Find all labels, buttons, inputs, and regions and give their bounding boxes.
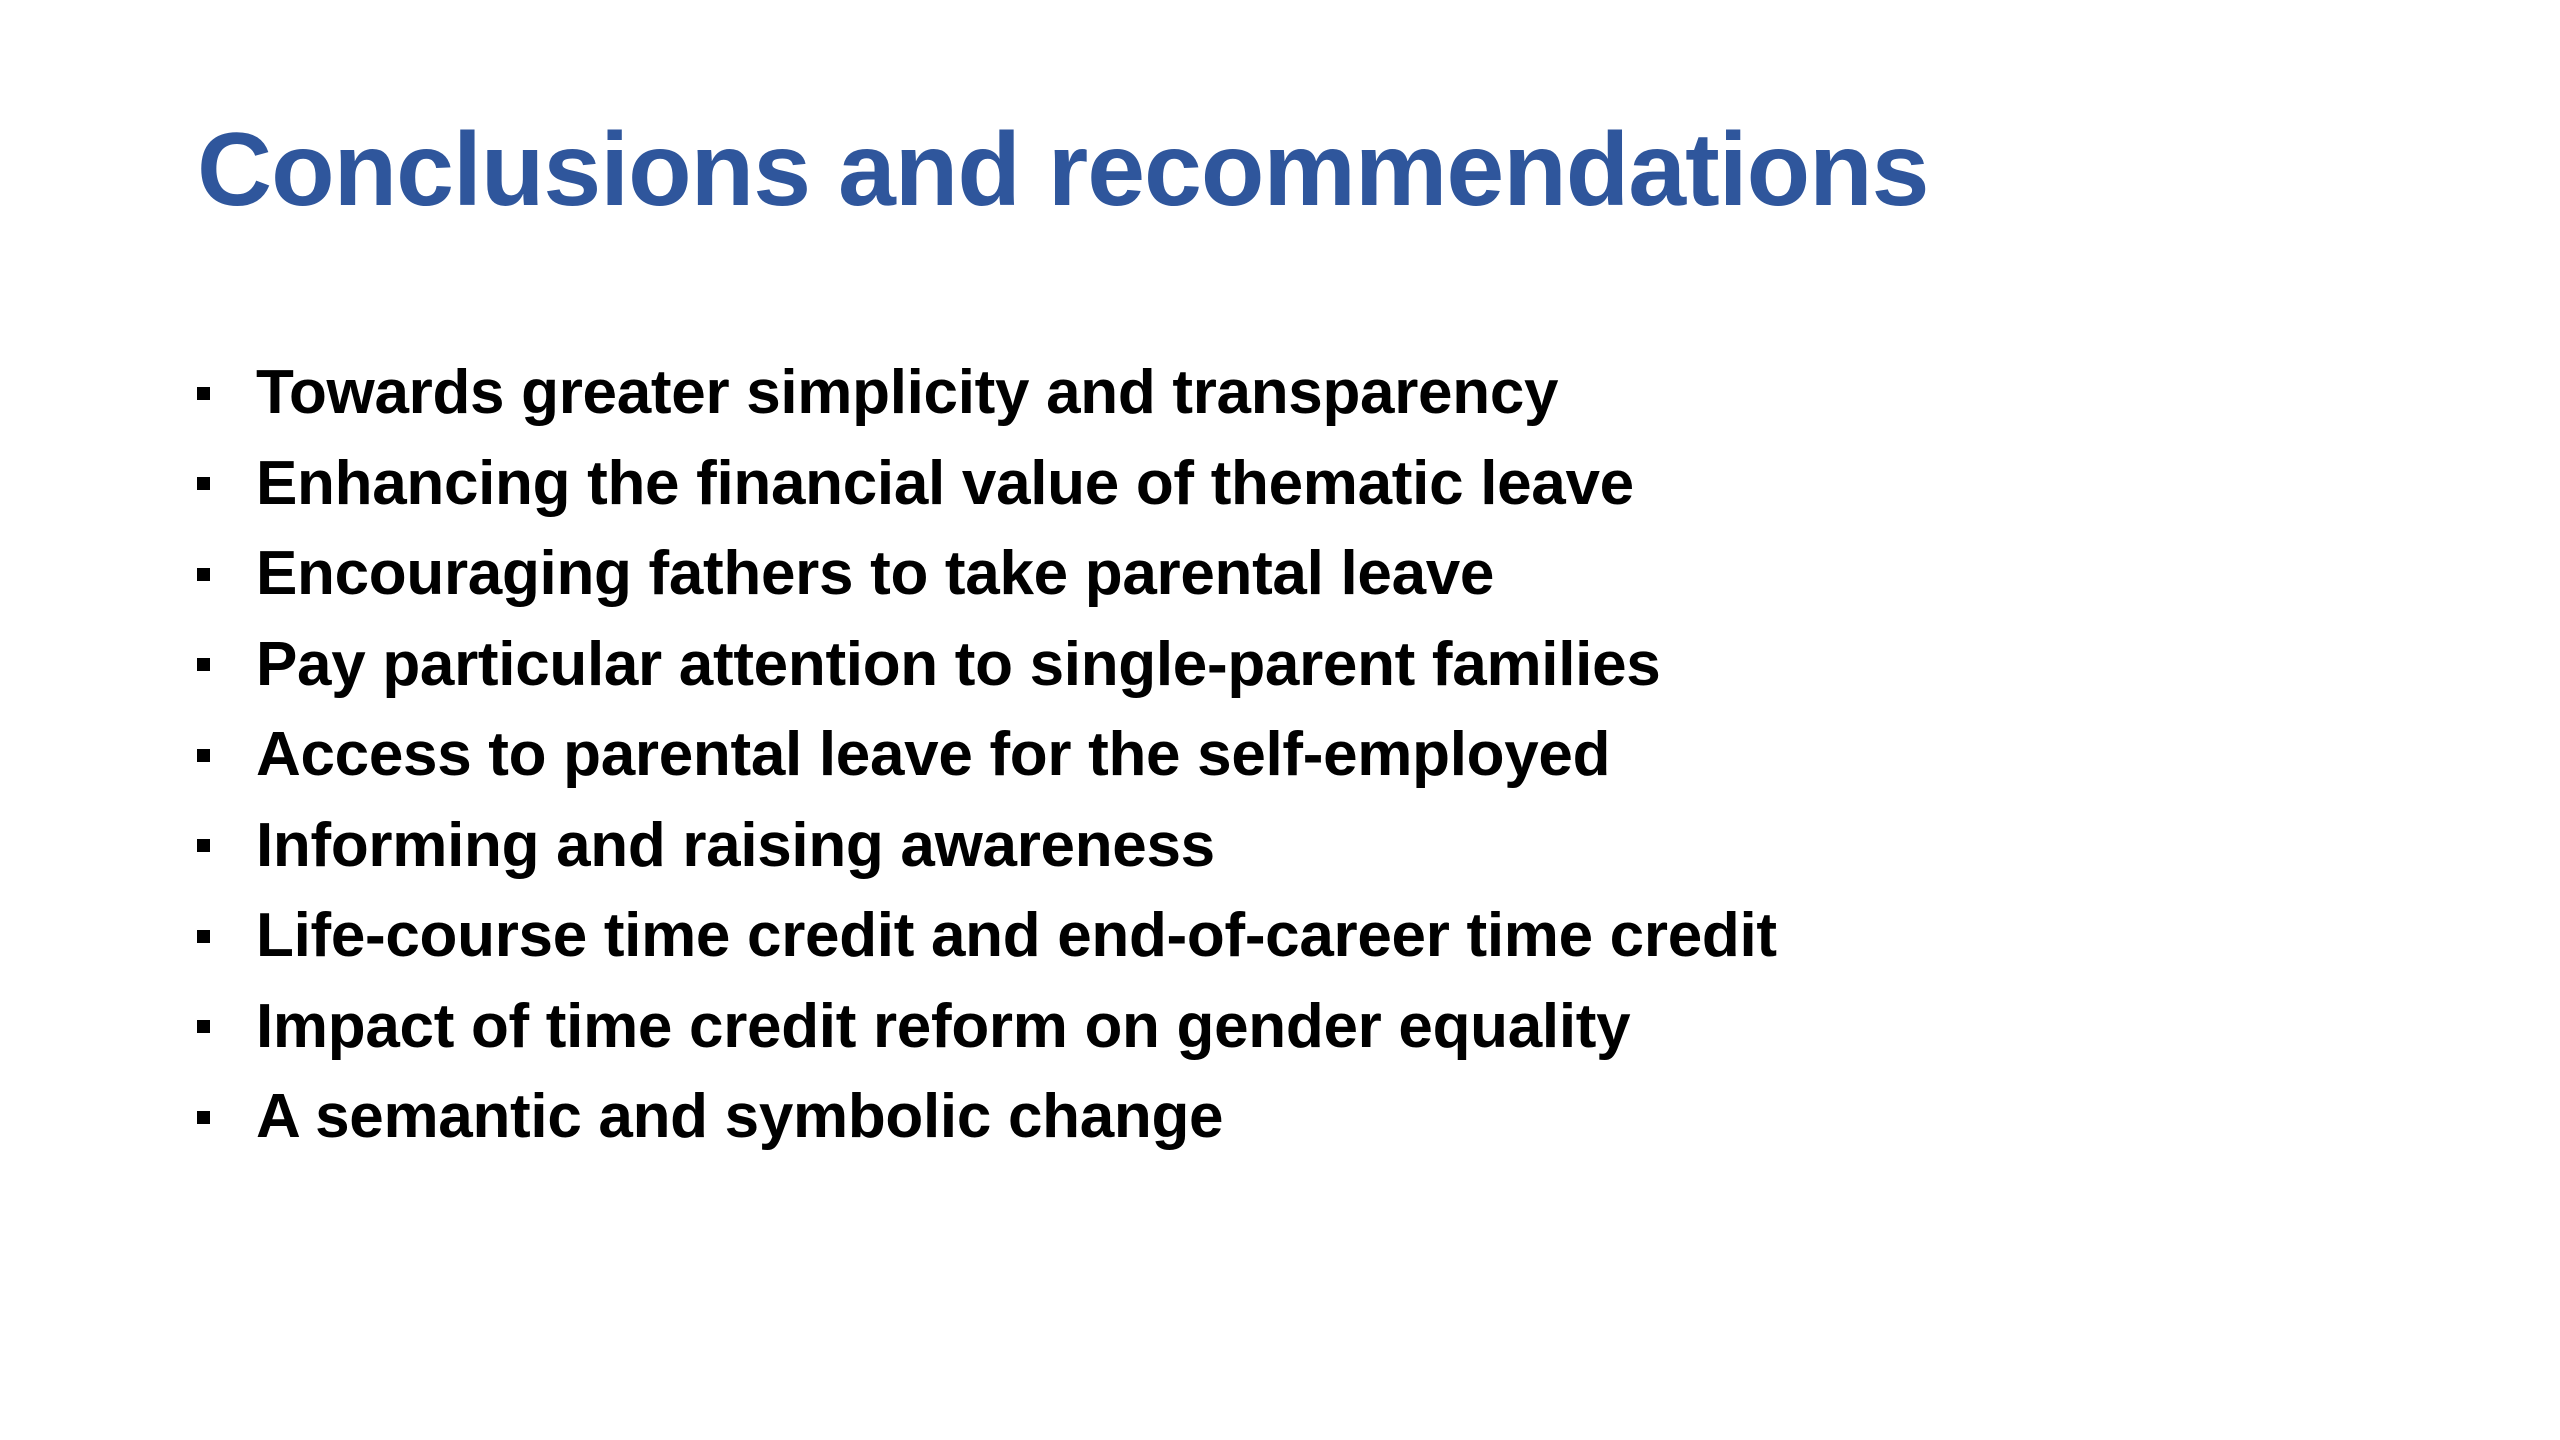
bullet-text: Impact of time credit reform on gender equality [256, 991, 1631, 1061]
bullet-item [197, 348, 2397, 439]
bullet-list [197, 348, 2397, 1163]
bullet-item [197, 620, 2397, 711]
square-bullet-icon [197, 387, 210, 400]
square-bullet-icon [197, 568, 210, 581]
bullet-item [197, 710, 2397, 801]
bullet-item [197, 801, 2397, 892]
bullet-item [197, 439, 2397, 530]
square-bullet-icon [197, 930, 210, 943]
bullet-item [197, 529, 2397, 620]
slide-title: Conclusions and recommendations [197, 112, 1929, 228]
square-bullet-icon [197, 658, 210, 671]
square-bullet-icon [197, 839, 210, 852]
square-bullet-icon [197, 1111, 210, 1124]
bullet-text: Informing and raising awareness [256, 810, 1215, 880]
bullet-text: Pay particular attention to single-parent families [256, 629, 1661, 699]
bullet-text: Access to parental leave for the self-employed [256, 720, 1611, 790]
square-bullet-icon [197, 477, 210, 490]
bullet-item [197, 1072, 2397, 1163]
square-bullet-icon [197, 749, 210, 762]
bullet-item [197, 891, 2397, 982]
bullet-text: A semantic and symbolic change [256, 1082, 1224, 1152]
square-bullet-icon [197, 1020, 210, 1033]
bullet-text: Enhancing the financial value of thematic leave [256, 448, 1634, 518]
bullet-text: Towards greater simplicity and transparency [256, 358, 1559, 428]
bullet-text: Encouraging fathers to take parental leave [256, 539, 1495, 609]
bullet-item [197, 982, 2397, 1073]
bullet-text: Life-course time credit and end-of-career time credit [256, 901, 1777, 971]
